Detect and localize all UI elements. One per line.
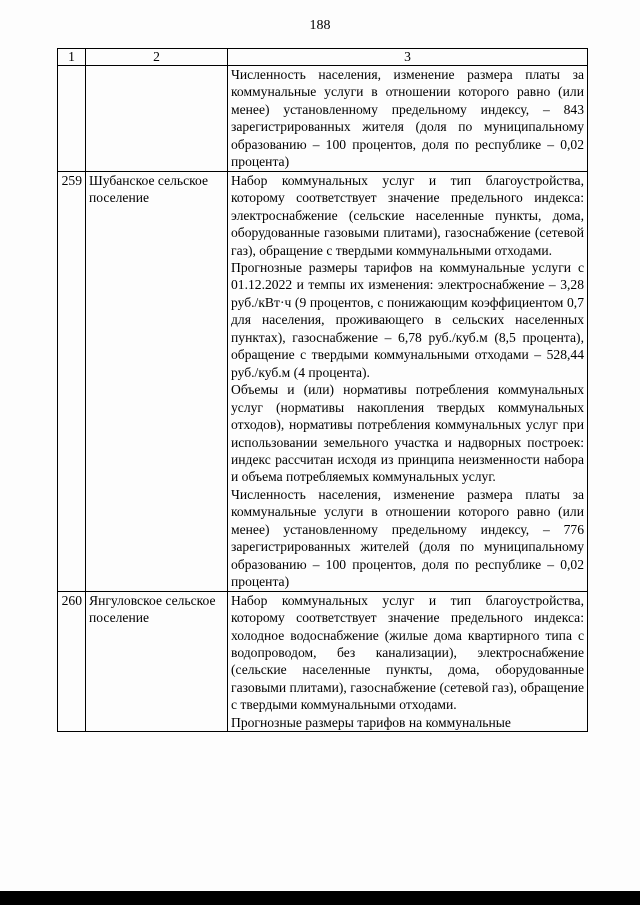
paragraph: Численность населения, изменение размера платы за коммунальные услуги в отношении которого равно (или менее) установленному предельному индексу, – 776 зарегистрированных жителей (доля по муниципальному образованию – 100 процентов, доля по республике – 0,02 процента) [231,486,584,590]
table-row [58,171,588,591]
scan-border [0,891,640,905]
row-number [58,66,86,172]
paragraph: Прогнозные размеры тарифов на коммунальные [231,714,511,730]
row-number: 260 [58,591,86,732]
table-row [58,591,588,732]
table-row [58,66,588,172]
row-description [228,171,588,591]
header-col-1: 1 [58,49,86,66]
paragraph: Прогнозные размеры тарифов на коммунальные услуги с 01.12.2022 и темпы их изменения: электроснабжение – 3,28 руб./кВт·ч (9 процентов, с понижающим коэффициентом 0,7 для населения, проживающего в сельских населенных пунктах), газоснабжение – 6,78 руб./куб.м (8,5 процента), обращение с твердыми коммунальными отходами – 528,44 руб./куб.м (4 процента). [231,259,584,380]
row-description [228,591,588,732]
tariff-table [57,48,588,732]
paragraph: Набор коммунальных услуг и тип благоустройства, которому соответствует значение предельного индекса: холодное водоснабжение (жилые дома квартирного типа с водопроводом, без канализации), электроснабжение (сельские населенные пункты, дома, оборудованные газовыми плитами), газоснабжение (сетевой газ), обращение с твердыми коммунальными отходами. [231,592,584,713]
settlement-name [86,66,228,172]
settlement-name: Шубанское сельское поселение [86,171,228,591]
paragraph: Численность населения, изменение размера платы за коммунальные услуги в отношении которого равно (или менее) установленному предельному индексу, – 843 зарегистрированных жителя (доля по муниципальному образованию – 100 процентов, доля по республике – 0,02 процента) [231,67,584,170]
header-col-3: 3 [228,49,588,66]
paragraph: Объемы и (или) нормативы потребления коммунальных услуг (нормативы накопления твердых коммунальных отходов), нормативы потребления коммунальных услуг при использовании земельного участка и надворных построек: индекс рассчитан исходя из принципа неизменности набора и объема потребляемых коммунальных услуг. [231,382,584,485]
header-col-2: 2 [86,49,228,66]
paragraph: Набор коммунальных услуг и тип благоустройства, которому соответствует значение предельного индекса: электроснабжение (сельские населенные пункты, дома, оборудованные газовыми плитами), газоснабжение (сетевой газ), обращение с твердыми коммунальными отходами. [231,172,584,258]
table-header-row [58,49,588,66]
row-number: 259 [58,171,86,591]
row-description [228,66,588,172]
settlement-name: Янгуловское сельское поселение [86,591,228,732]
page-number: 188 [309,18,331,33]
